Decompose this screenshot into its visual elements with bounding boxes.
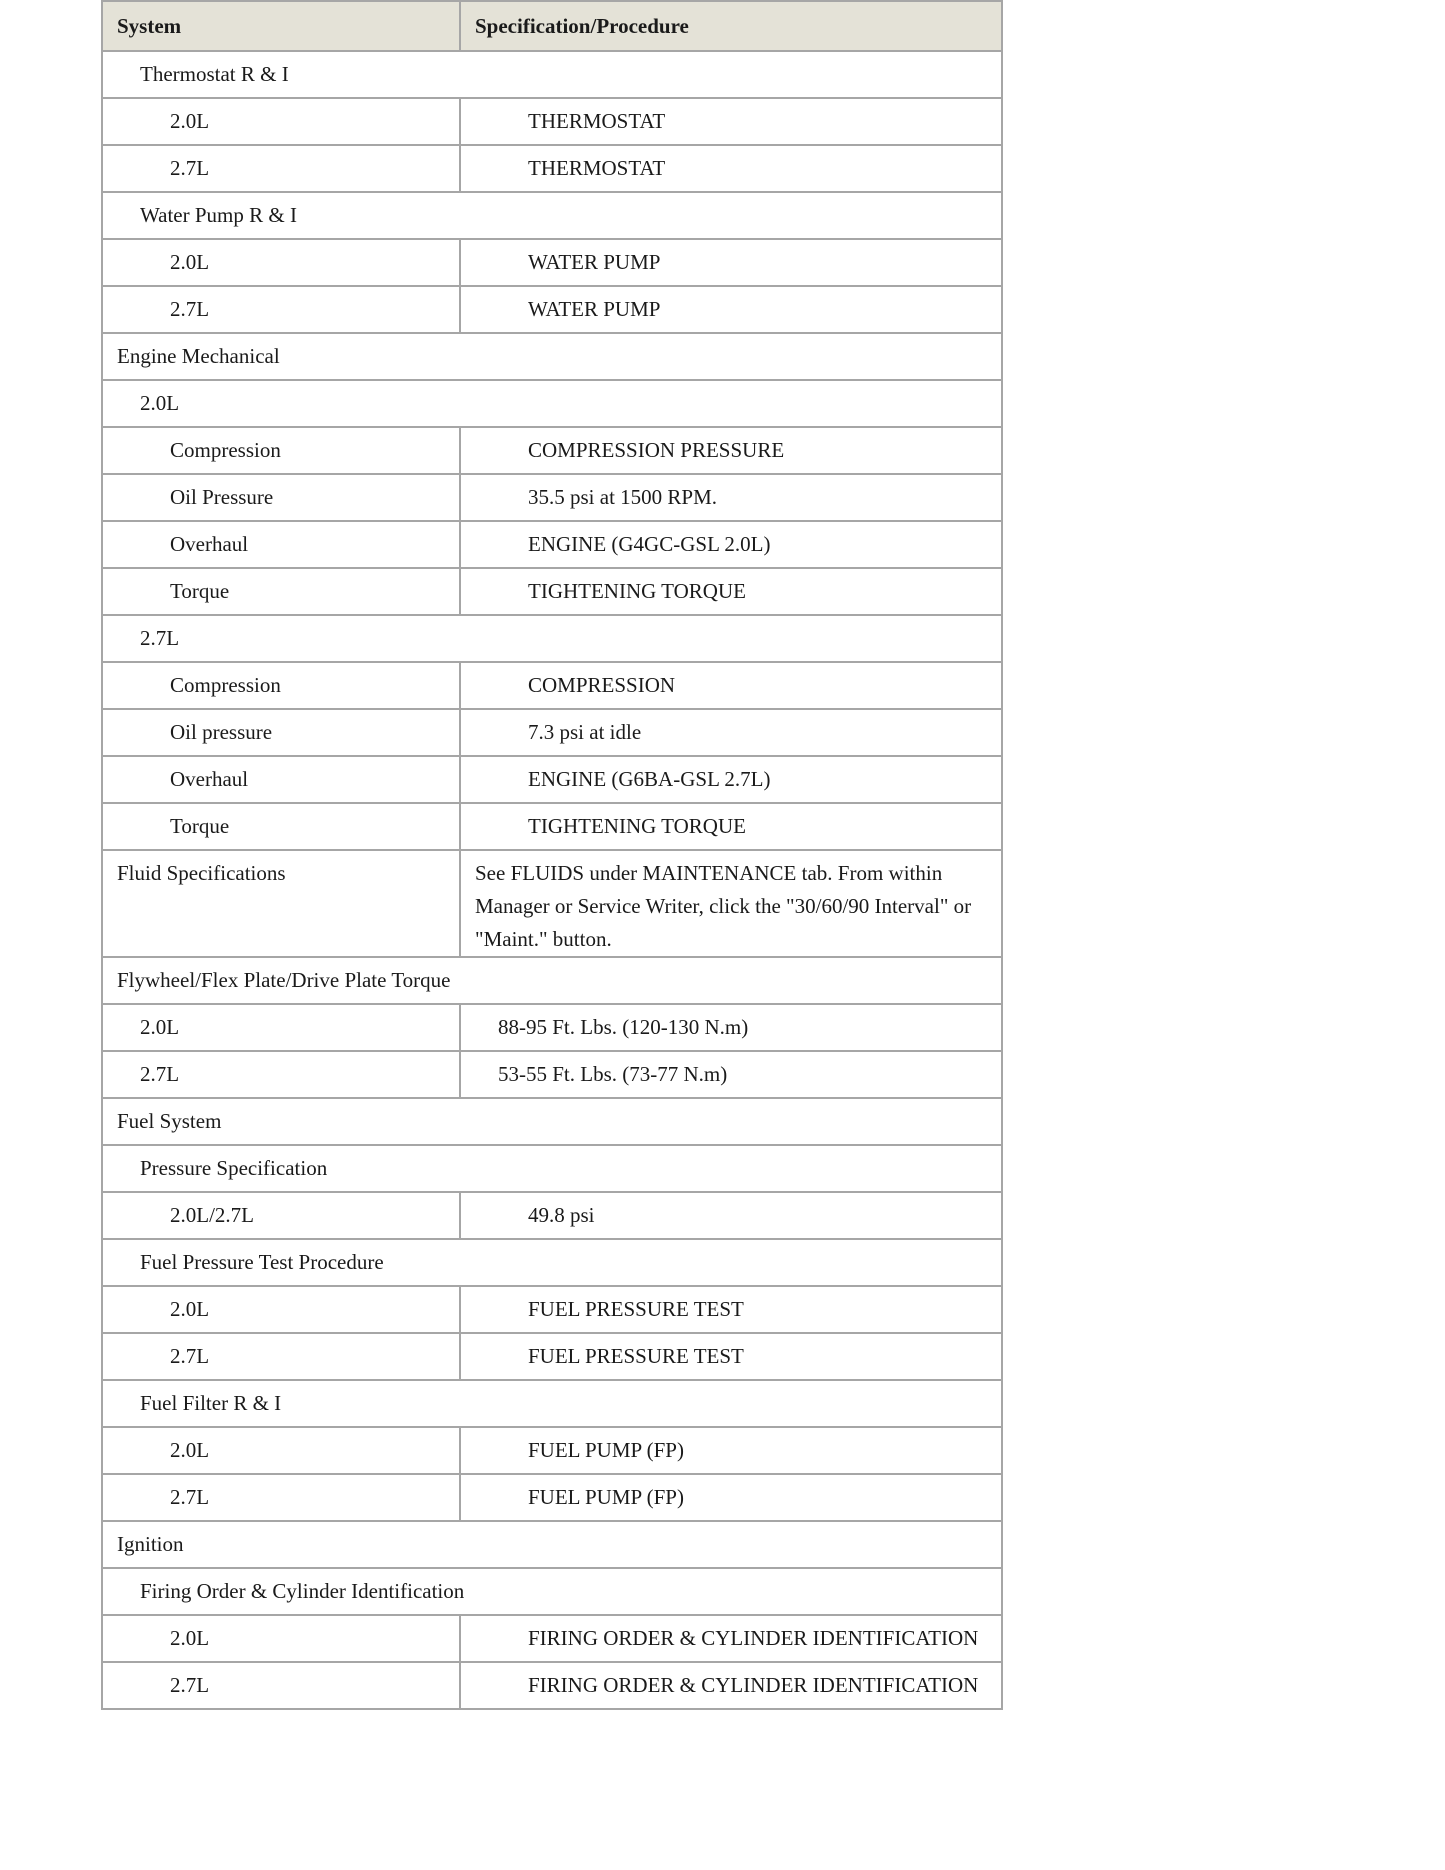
spec-cell: WATER PUMP <box>460 286 1002 333</box>
section-label: Firing Order & Cylinder Identification <box>102 1568 1002 1615</box>
spec-cell: ENGINE (G6BA-GSL 2.7L) <box>460 756 1002 803</box>
section-row <box>102 615 1002 662</box>
table-row <box>102 98 1002 145</box>
section-label: Flywheel/Flex Plate/Drive Plate Torque <box>102 957 1002 1004</box>
system-cell: Overhaul <box>102 756 460 803</box>
system-cell: 2.0L <box>102 1286 460 1333</box>
spec-cell: See FLUIDS under MAINTENANCE tab. From within Manager or Service Writer, click the "30/60/90 Interval" or "Maint." button. <box>460 850 1002 957</box>
section-row <box>102 1380 1002 1427</box>
table-row <box>102 1662 1002 1709</box>
spec-cell: 35.5 psi at 1500 RPM. <box>460 474 1002 521</box>
table-row <box>102 1427 1002 1474</box>
spec-cell: 53-55 Ft. Lbs. (73-77 N.m) <box>460 1051 1002 1098</box>
section-row <box>102 1098 1002 1145</box>
section-label: Fuel Filter R & I <box>102 1380 1002 1427</box>
system-column-header: System <box>102 1 460 51</box>
spec-cell: 49.8 psi <box>460 1192 1002 1239</box>
table-row <box>102 803 1002 850</box>
spec-cell: WATER PUMP <box>460 239 1002 286</box>
table-row <box>102 286 1002 333</box>
spec-cell: FUEL PRESSURE TEST <box>460 1286 1002 1333</box>
spec-column-header: Specification/Procedure <box>460 1 1002 51</box>
specification-table <box>101 0 1003 1710</box>
table-row <box>102 1474 1002 1521</box>
section-row <box>102 1568 1002 1615</box>
spec-cell: TIGHTENING TORQUE <box>460 568 1002 615</box>
table-row <box>102 850 1002 957</box>
table-row <box>102 1286 1002 1333</box>
table-row <box>102 662 1002 709</box>
system-cell: 2.7L <box>102 286 460 333</box>
table-row <box>102 239 1002 286</box>
spec-cell: FUEL PRESSURE TEST <box>460 1333 1002 1380</box>
system-cell: 2.7L <box>102 145 460 192</box>
section-row <box>102 1521 1002 1568</box>
system-cell: Oil Pressure <box>102 474 460 521</box>
table-row <box>102 1192 1002 1239</box>
spec-cell: FUEL PUMP (FP) <box>460 1427 1002 1474</box>
section-row <box>102 51 1002 98</box>
section-row <box>102 1145 1002 1192</box>
system-cell: Fluid Specifications <box>102 850 460 957</box>
system-cell: Torque <box>102 568 460 615</box>
section-label: Engine Mechanical <box>102 333 1002 380</box>
spec-cell: THERMOSTAT <box>460 98 1002 145</box>
system-cell: Torque <box>102 803 460 850</box>
section-row <box>102 192 1002 239</box>
system-cell: 2.0L <box>102 1427 460 1474</box>
system-cell: 2.7L <box>102 1662 460 1709</box>
table-row <box>102 756 1002 803</box>
table-row <box>102 427 1002 474</box>
spec-cell: COMPRESSION PRESSURE <box>460 427 1002 474</box>
table-row <box>102 1051 1002 1098</box>
section-label: Thermostat R & I <box>102 51 1002 98</box>
section-label: Ignition <box>102 1521 1002 1568</box>
spec-cell: FUEL PUMP (FP) <box>460 1474 1002 1521</box>
system-cell: 2.7L <box>102 1474 460 1521</box>
section-label: Pressure Specification <box>102 1145 1002 1192</box>
spec-cell: THERMOSTAT <box>460 145 1002 192</box>
spec-cell: 7.3 psi at idle <box>460 709 1002 756</box>
system-cell: Compression <box>102 427 460 474</box>
table-row <box>102 1615 1002 1662</box>
system-cell: 2.7L <box>102 1333 460 1380</box>
table-row <box>102 1004 1002 1051</box>
system-cell: Compression <box>102 662 460 709</box>
table-row <box>102 521 1002 568</box>
table-row <box>102 1333 1002 1380</box>
section-label: Water Pump R & I <box>102 192 1002 239</box>
system-cell: Overhaul <box>102 521 460 568</box>
system-cell: 2.0L <box>102 1004 460 1051</box>
table-body <box>102 51 1002 1709</box>
system-cell: Oil pressure <box>102 709 460 756</box>
spec-cell: 88-95 Ft. Lbs. (120-130 N.m) <box>460 1004 1002 1051</box>
section-label: Fuel Pressure Test Procedure <box>102 1239 1002 1286</box>
section-row <box>102 380 1002 427</box>
section-label: Fuel System <box>102 1098 1002 1145</box>
spec-cell: FIRING ORDER & CYLINDER IDENTIFICATION <box>460 1662 1002 1709</box>
system-cell: 2.0L <box>102 98 460 145</box>
spec-cell: ENGINE (G4GC-GSL 2.0L) <box>460 521 1002 568</box>
system-cell: 2.7L <box>102 1051 460 1098</box>
spec-cell: COMPRESSION <box>460 662 1002 709</box>
spec-cell: TIGHTENING TORQUE <box>460 803 1002 850</box>
table-header-row <box>102 1 1002 51</box>
table-row <box>102 709 1002 756</box>
section-row <box>102 333 1002 380</box>
section-label: 2.7L <box>102 615 1002 662</box>
system-cell: 2.0L <box>102 1615 460 1662</box>
section-label: 2.0L <box>102 380 1002 427</box>
system-cell: 2.0L <box>102 239 460 286</box>
table-row <box>102 568 1002 615</box>
table-row <box>102 145 1002 192</box>
spec-cell: FIRING ORDER & CYLINDER IDENTIFICATION <box>460 1615 1002 1662</box>
table-row <box>102 474 1002 521</box>
system-cell: 2.0L/2.7L <box>102 1192 460 1239</box>
section-row <box>102 1239 1002 1286</box>
section-row <box>102 957 1002 1004</box>
